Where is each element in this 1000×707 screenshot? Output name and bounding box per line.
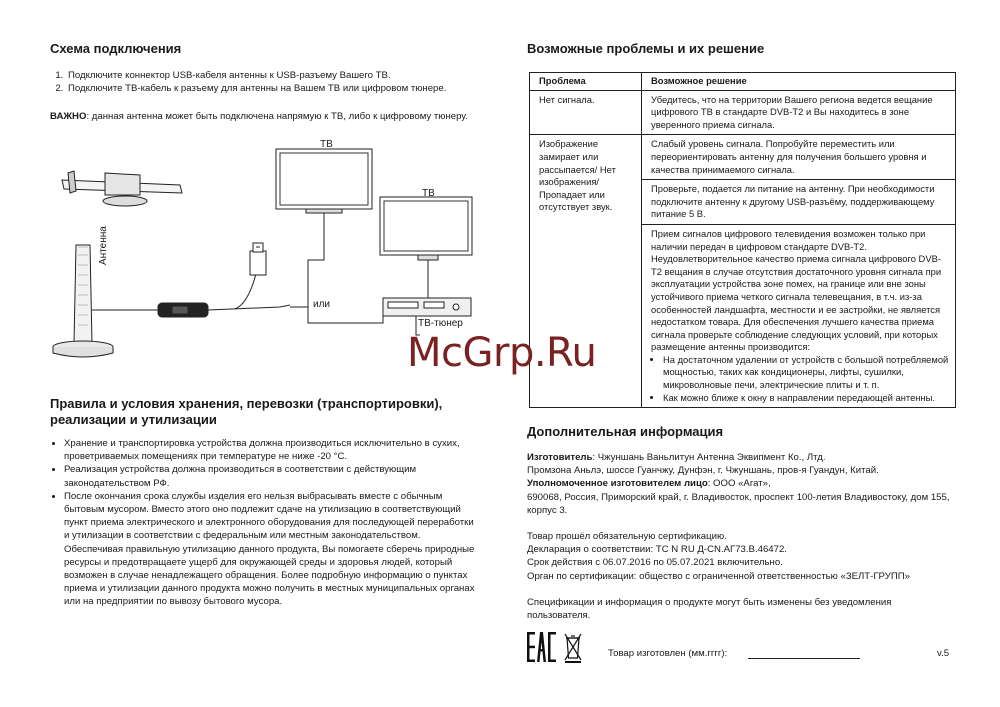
tv-tuner-icon <box>383 298 471 316</box>
tv-tuner-label: ТВ-тюнер <box>418 318 463 329</box>
solution-cell <box>642 224 956 407</box>
table-header-row <box>530 73 956 91</box>
authorized-address: 690068, Россия, Приморский край, г. Владивосток, проспект 100-летия Владивостоку, дом 155, корпус 3. <box>527 491 950 516</box>
authorized-text: : ООО «Агат», <box>707 478 771 490</box>
tv-1-icon <box>276 149 372 213</box>
spec-note: Спецификации и информация о продукте могут быть изменены без уведомления пользователя. <box>527 597 892 622</box>
watermark: McGrp.Ru <box>407 330 597 376</box>
col-problem-header: Проблема <box>530 73 642 91</box>
problems-title: Возможные проблемы и их решение <box>527 41 765 56</box>
cert-line: Срок действия с 06.07.2016 по 05.07.2021 включительно. <box>527 557 783 569</box>
rules-item-1: • Хранение и транспортировка устройства должна производиться исключительно в сухих, проветриваемых помещениях при температуре не ниже -20 °С. <box>64 437 480 463</box>
usb-cable-icon <box>92 243 290 317</box>
solution-cell: Слабый уровень сигнала. Попробуйте переместить или переориентировать антенну для получения большего уровня и качества принимаемого сигнала. <box>642 135 956 180</box>
eac-logo-icon <box>527 632 557 668</box>
rules-list <box>50 437 480 609</box>
rules-title: Правила и условия хранения, перевозки (транспортировки), реализации и утилизации <box>50 396 443 427</box>
table-row <box>530 135 956 180</box>
authorized-label: Уполномоченное изготовителем лицо <box>527 478 708 490</box>
manufacturer-text: : Чжуншань Ваньлитун Антенна Эквипмент Ко., Лтд. <box>592 452 826 463</box>
problem-cell: Изображение замирает или рассыпается/ Нет изображения/ Пропадает или отсутствует звук. <box>530 135 642 408</box>
solution-text: Прием сигналов цифрового телевидения возможен только при наличии передач в цифровом стандарте DVB-T2. Неудовлетворительное качество приема сигнала цифрового DVB-T2 вещания в случае отсутствия достаточного уровня сигнала при эксплуатации устройства зоне помех, на границе или вне зоны устойчивого приема четкого сигнала телевещания, в т.ч. из-за особенностей ландшафта, местности и ее застройки, не является недостатком товара. Для обеспечения лучшего качества приема сигнала проверьте соблюдение следующих условий, при которых размещение антенны производится: <box>651 227 942 353</box>
connection-steps <box>50 69 480 95</box>
manufactured-label: Товар изготовлен (мм.гггг): <box>608 648 728 659</box>
cert-line: Товар прошёл обязательную сертификацию. <box>527 531 727 542</box>
solution-cell: Проверьте, подается ли питание на антенну. При необходимости подключите антенну к другому USB-разъёму, поддерживающему питание 5 В. <box>642 180 956 225</box>
cert-line: Декларация о соответствии: ТС N RU Д-CN.АГ73.В.46472. <box>527 544 787 556</box>
or-label: или <box>313 299 331 310</box>
rules-item-3: • После окончания срока службы изделия его нельзя выбрасывать вместе с обычным бытовым мусором. Вместо этого оно подлежит сдаче на утилизацию в соответствующий пункт приема электрического и электронного оборудования для последующей переработки и утилизации в соответствии с федеральным или местным законодательством. Обеспечивая правильную утилизацию данного продукта, Вы помогаете сберечь природные ресурсы и предотвращаете ущерб для окружающей среды и здоровья людей, который возможен в случае ненадлежащего обращения. Более подробную информацию о пунктах приема и утилизации данного продукта можно получить в местных муниципальных органах или на предприятии по вывозу бытового мусора. <box>64 490 480 609</box>
table-row <box>530 90 956 135</box>
cert-line: Орган по сертификации: общество с ограниченной ответственностью «ЗЕЛТ-ГРУПП» <box>527 570 910 582</box>
important-text: : данная антенна может быть подключена напрямую к ТВ, либо к цифровому тюнеру. <box>86 111 468 122</box>
solution-bullet: • На достаточном удалении от устройств с большой потребляемой мощностью, таких как кондиционеры, лифты, сушилки, микроволновые печи, электрические плиты и т. п. <box>663 354 950 392</box>
manufacturer-block <box>527 451 967 517</box>
manufacturer-address: Промзона Аньлэ, шоссе Гуанчжу, Дунфэн, г. Чжуншань, пров-я Гуандун, Китай. <box>527 465 879 477</box>
antenna-label: Антенна <box>98 226 109 265</box>
tv-2-label: ТВ <box>422 188 435 199</box>
step-2: 2. Подключите ТВ-кабель к разъему для антенны на Вашем ТВ или цифровом тюнере. <box>66 82 480 95</box>
eac-logo <box>527 632 557 668</box>
info-title: Дополнительная информация <box>527 424 724 439</box>
certification-block <box>527 530 967 583</box>
important-label: ВАЖНО <box>50 111 87 122</box>
manufactured-date-line <box>748 658 860 659</box>
manufacturer-label: Изготовитель <box>527 452 593 463</box>
connection-title: Схема подключения <box>50 41 182 56</box>
important-note <box>50 110 475 123</box>
antenna-flat-icon <box>62 171 182 206</box>
rules-item-2: • Реализация устройства должна производиться в соответствии с действующим законодательством РФ. <box>64 463 480 489</box>
col-solution-header: Возможное решение <box>642 73 956 91</box>
problem-cell: Нет сигнала. <box>530 90 642 135</box>
solution-cell: Убедитесь, что на территории Вашего региона ведется вещание цифрового ТВ в стандарте DVB-T2 и Вы находитесь в зоне уверенного приема сигнала. <box>642 90 956 135</box>
weee-bin-icon <box>563 632 583 664</box>
step-1: 1. Подключите коннектор USB-кабеля антенны к USB-разъему Вашего ТВ. <box>66 69 480 82</box>
version-label: v.5 <box>937 648 950 659</box>
solution-bullet: • Как можно ближе к окну в направлении передающей антенны. <box>663 392 950 405</box>
tv-1-label: ТВ <box>320 139 333 150</box>
tv-2-icon <box>380 197 472 260</box>
